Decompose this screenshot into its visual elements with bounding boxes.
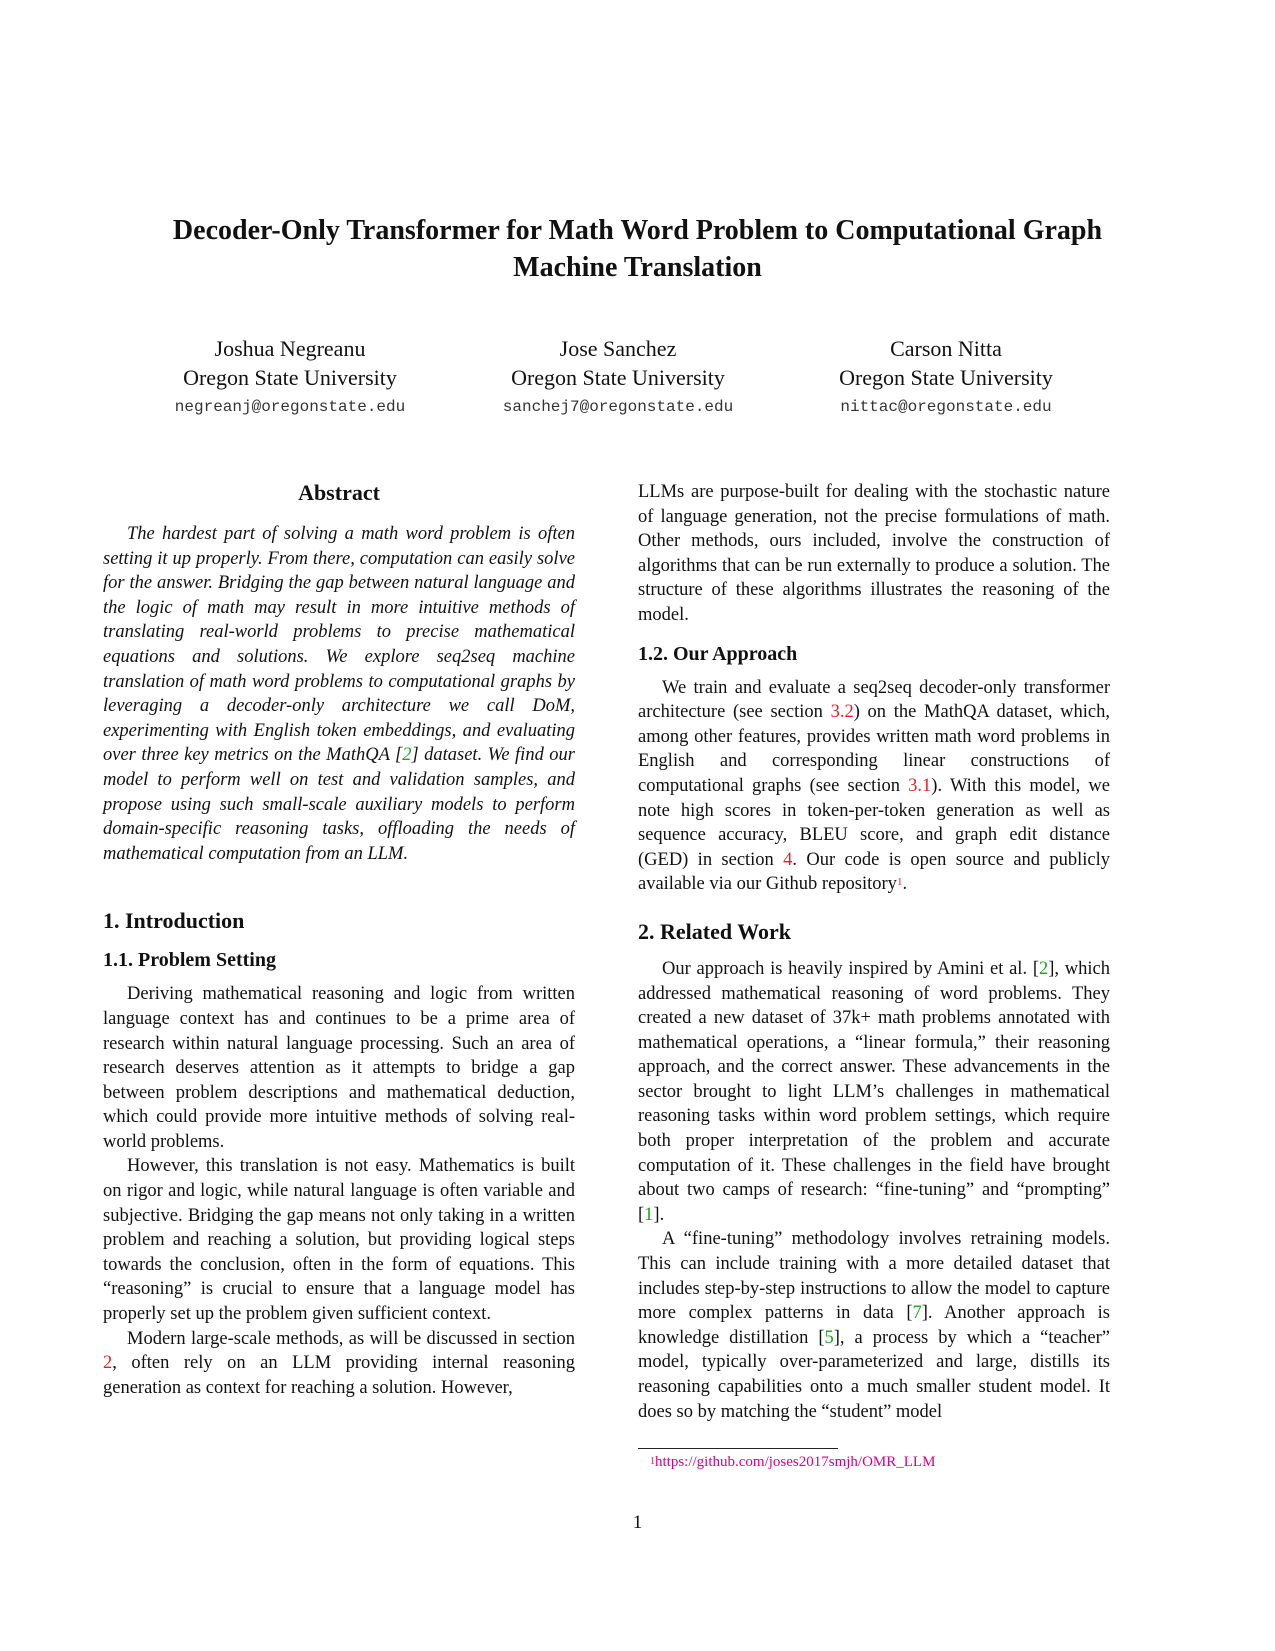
title-line-2: Machine Translation: [513, 252, 762, 283]
section-ref-link[interactable]: 4: [783, 849, 793, 870]
title-line-1: Decoder-Only Transformer for Math Word Problem to Computational Graph: [172, 215, 1103, 246]
author-name: Joshua Negreanu: [214, 336, 366, 361]
footnote-divider: [638, 1448, 838, 1449]
right-column: [638, 480, 1110, 1424]
footnote-number: 1: [650, 1456, 655, 1467]
abstract-text: The hardest part of solving a math word problem is often setting it up properly. From there, computation can easily solve for the answer. Bridging the gap between natural language and the logic of math may result in more intuitive methods of translating real-world problems to precise mathematical equations and solutions. We explore seq2seq machine translation of math word problems to computational graphs by leveraging a decoder-only architecture we call DoM, experimenting with English token embeddings, and evaluating over three key metrics on the MathQA [2] dataset. We find our model to perform well on test and validation samples, and propose using such small-scale auxiliary models to perform domain-specific reasoning tasks, offloading the needs of mathematical computation from an LLM.: [103, 524, 575, 864]
paper-title: [100, 212, 1175, 286]
citation-link[interactable]: 7: [912, 1303, 922, 1324]
footnote: [650, 1452, 935, 1472]
footnote-marker[interactable]: 1: [896, 876, 903, 889]
citation-link[interactable]: 5: [824, 1327, 834, 1348]
paragraph-continued: LLMs are purpose-built for dealing with the stochastic nature of language generation, not the precise formulations of math. Other methods, ours included, involve the construction of algorithms that can be run externally to produce a solution. The structure of these algorithms illustrates the reasoning of the model.: [638, 482, 1110, 625]
citation-link[interactable]: 2: [402, 745, 412, 766]
left-column: [103, 480, 575, 1400]
citation-link[interactable]: 1: [644, 1204, 654, 1225]
abstract-heading: Abstract: [298, 480, 380, 505]
page-number: 1: [632, 1512, 643, 1533]
subsection-heading-our-approach: 1.2. Our Approach: [638, 642, 798, 665]
author-name: Carson Nitta: [890, 336, 1002, 361]
author-affiliation: Oregon State University: [183, 365, 397, 390]
author-1: [130, 334, 450, 421]
paragraph: Deriving mathematical reasoning and logic from written language context has and continues to be a prime area of research within natural language processing. Such an area of research deserves attention as it attempts to bridge a gap between problem descriptions and mathematical deduction, which could provide more intuitive methods of solving real-world problems.: [103, 984, 575, 1152]
author-name: Jose Sanchez: [559, 336, 677, 361]
paragraph: However, this translation is not easy. Mathematics is built on rigor and logic, while natural language is often variable and subjective. Bridging the gap means not only taking in a written problem and reaching a solution, but providing logical steps towards the conclusion, often in the form of equations. This “reasoning” is crucial to ensure that a language model has properly set up the problem given sufficient context.: [103, 1156, 575, 1325]
author-affiliation: Oregon State University: [511, 365, 725, 390]
citation-link[interactable]: 2: [1038, 958, 1049, 979]
paragraph: A “fine-tuning” methodology involves retraining models. This can include training with a more detailed dataset that includes step-by-step instructions to allow the model to capture more complex patterns in data [7]. Another approach is knowledge distillation [5], a process by which a “teacher” model, typically over-parameterized and large, distills its reasoning capabilities onto a much smaller student model. It does so by matching the “student” model: [638, 1229, 1111, 1422]
author-affiliation: Oregon State University: [839, 365, 1053, 390]
github-repo-link[interactable]: https://github.com/joses2017smjh/OMR_LLM: [655, 1454, 936, 1470]
author-2: [458, 334, 778, 421]
section-ref-link[interactable]: 3.2: [830, 702, 854, 723]
paragraph: Our approach is heavily inspired by Amini et al. [2], which addressed mathematical reasoning of word problems. They created a new dataset of 37k+ math problems annotated with mathematical operations, a “linear formula,” their reasoning approach, and the correct answer. These advancements in the sector brought to light LLM’s challenges in mathematical reasoning tasks within word problem settings, which require both proper interpretation of the problem and accurate computation of it. These challenges in the field have brought about two camps of research: “fine-tuning” and “prompting” [1].: [638, 958, 1110, 1225]
section-heading-introduction: 1. Introduction: [103, 908, 245, 934]
author-email: negreanj@oregonstate.edu: [174, 398, 406, 416]
paragraph: We train and evaluate a seq2seq decoder-only transformer architecture (see section 3.2) on the MathQA dataset, which, among other features, provides written math word problems in English and corresponding linear constructions of computational graphs (see section 3.1). With this model, we note high scores in token-per-token generation as well as sequence accuracy, BLEU score, and graph edit distance (GED) in section 4. Our code is open source and publicly available via our Github repository$^1$.: [638, 677, 1111, 895]
section-heading-related-work: 2. Related Work: [638, 918, 791, 944]
author-email: sanchej7@oregonstate.edu: [502, 398, 734, 416]
subsection-heading-problem-setting: 1.1. Problem Setting: [103, 949, 276, 972]
section-ref-link[interactable]: 2: [103, 1353, 113, 1374]
author-3: [786, 334, 1106, 421]
paragraph: Modern large-scale methods, as will be discussed in section 2, often rely on an LLM providing internal reasoning generation as context for reaching a solution. However,: [103, 1328, 575, 1398]
author-email: nittac@oregonstate.edu: [840, 398, 1052, 416]
section-ref-link[interactable]: 3.1: [908, 775, 932, 796]
